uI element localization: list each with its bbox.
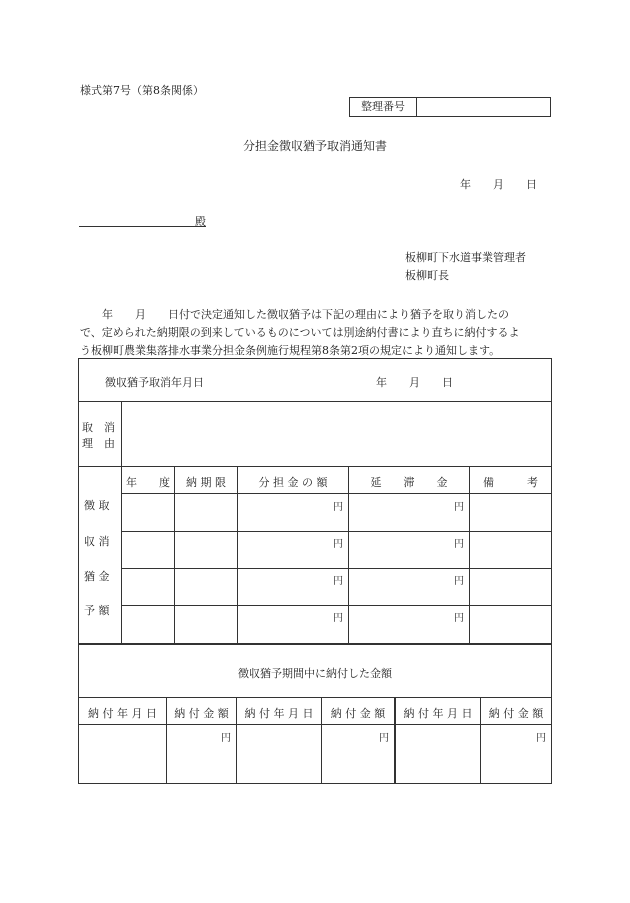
issuer-line-2: 板柳町長 <box>405 269 449 282</box>
amount-label-3: 猶 金 <box>84 570 110 583</box>
col-header-remark: 備 考 <box>483 476 538 489</box>
paid-header-date: 納 付 年 月 日 <box>244 707 314 720</box>
amount-label-4: 予 額 <box>84 604 110 617</box>
col-header-delay: 延 滞 金 <box>370 476 448 489</box>
yen-label: 円 <box>379 733 389 744</box>
seiri-number-field[interactable] <box>417 98 550 116</box>
yen-label: 円 <box>454 576 464 587</box>
reason-label-1: 取 消 <box>82 421 115 434</box>
body-line: で、定められた納期限の到来しているものについては別途納付書により直ちに納付するよ <box>80 326 520 339</box>
yen-label: 円 <box>333 539 343 550</box>
amount-label-1: 徴 取 <box>84 499 110 512</box>
col-header-due: 納 期 限 <box>186 476 226 489</box>
paid-header-date: 納 付 年 月 日 <box>88 707 157 720</box>
form-number: 様式第7号（第8条関係） <box>80 84 204 97</box>
col-header-year: 年 度 <box>126 476 170 489</box>
body-line: 年 月 日付で決定通知した徴収猶予は下記の理由により猶予を取り消したの <box>80 308 509 321</box>
seiri-number-label: 整理番号 <box>350 98 417 116</box>
col-header-amount: 分 担 金 の 額 <box>258 476 328 489</box>
issuer-line-1: 板柳町下水道事業管理者 <box>405 251 526 264</box>
yen-label: 円 <box>333 502 343 513</box>
yen-label: 円 <box>454 613 464 624</box>
amount-label-2: 収 消 <box>84 535 110 548</box>
body-paragraph <box>80 306 555 360</box>
yen-label: 円 <box>454 539 464 550</box>
addressee-suffix: 殿 <box>195 215 206 228</box>
paid-header-amount: 納 付 金 額 <box>488 707 544 720</box>
cancel-date-label: 徴収猶予取消年月日 <box>105 376 204 389</box>
paid-header-amount: 納 付 金 額 <box>174 707 229 720</box>
reason-label-2: 理 由 <box>82 437 115 450</box>
yen-label: 円 <box>333 613 343 624</box>
yen-label: 円 <box>454 502 464 513</box>
seiri-number-box <box>349 97 551 117</box>
yen-label: 円 <box>536 733 546 744</box>
paid-header-amount: 納 付 金 額 <box>330 707 386 720</box>
reason-field[interactable] <box>122 402 551 466</box>
paid-header-date: 納 付 年 月 日 <box>403 707 473 720</box>
yen-label: 円 <box>333 576 343 587</box>
document-title: 分担金徴収猶予取消通知書 <box>242 139 387 153</box>
cancel-date-value[interactable]: 年 月 日 <box>376 376 453 389</box>
yen-label: 円 <box>221 733 231 744</box>
body-line: う板柳町農業集落排水事業分担金条例施行規程第8条第2項の規定により通知します。 <box>80 344 501 357</box>
paid-section-title: 徴収猶予期間中に納付した金額 <box>238 667 392 680</box>
addressee-line[interactable] <box>79 226 206 227</box>
issue-date: 年 月 日 <box>460 178 537 191</box>
